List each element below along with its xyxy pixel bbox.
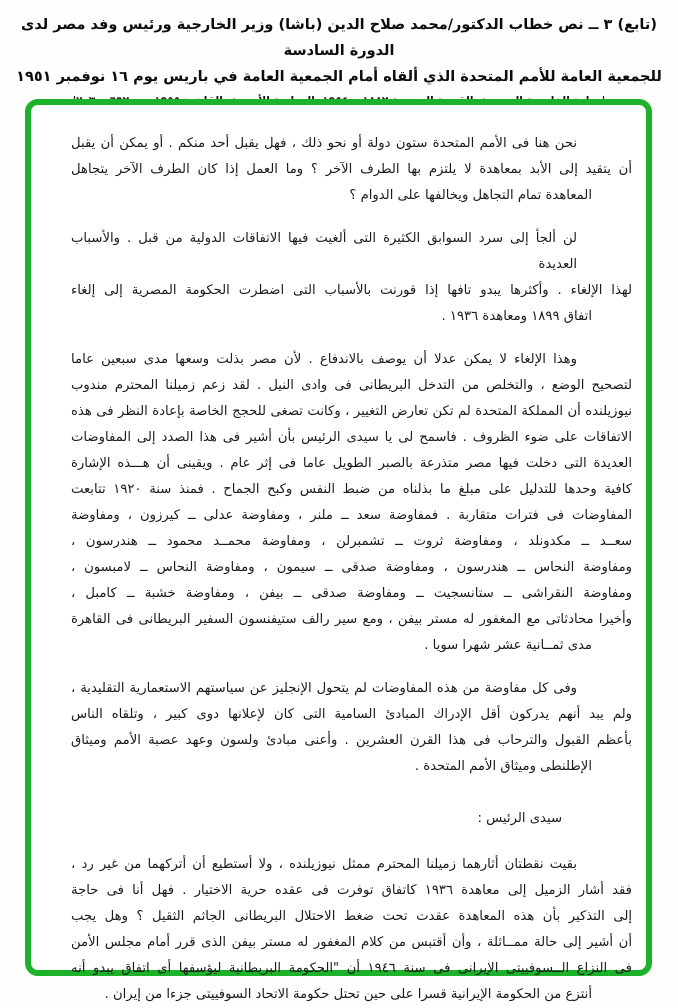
text-line: بأعظم القبول والترحاب فى هذا القرن العشرين . وأعنى مبادئ ولسون وعهد عصبة الأمم وميثاق [71,733,632,748]
text-line: سيدى الرئيس : [477,811,562,826]
document-body [31,105,646,1008]
highlight-frame [25,99,652,1002]
text-line: لتصحيح الوضع ، والتخلص من التدخل البريطانى فى وادى النيل . لقد زعم زميلنا المحترم مندوب [71,378,632,393]
salutation [71,806,632,832]
paragraph-1 [71,131,632,209]
text-line: اتفاق ١٨٩٩ ومعاهدة ١٩٣٦ . [441,309,592,324]
text-line: مدى ثمــانية عشر شهرا سويا . [424,638,592,653]
text-line: بقيت نقطتان أثارهما زميلنا المحترم ممثل نيوزيلنده ، ولا أستطيع أن أتركهما من غير رد ، [71,857,577,872]
text-line: ومفاوضة النقراشى ــ ستانسجيت ــ ومفاوضة صدقى ــ بيفن ، ومفاوضة خشبة ــ كامبل ، [71,586,632,601]
text-line: فى النزاع الــسوفييتى الإيرانى فى سنة ١٩٤٦ أن "الحكومة البريطانية ليؤسفها أى اتفاق يبدو أنه [71,961,632,976]
text-line: سعــد ــ مكدونلد ، ومفاوضة ثروت ــ تشمبرلن ، ومفاوضة محمــد محمود ــ هندرسون ، [71,534,632,549]
text-line: نحن هنا فى الأمم المتحدة ستون دولة أو نحو ذلك ، فهل يقبل أحد منكم . أو يمكن أن يقبل [71,136,577,151]
text-line: العديدة التى دخلت فيها مصر متذرعة بالصبر الطويل عاما فى إثر عام . ويقينى أن هـــذه الإشارة [71,456,632,471]
text-line: ولم يبد أنهم يدركون أقل الإدراك المبادئ السامية التى كان لإعلانها دوى كبير ، وتلقاه الناس [71,707,632,722]
text-line: ومفاوضة النحاس ــ هندرسون ، ومفاوضة صدقى ــ سيمون ، ومفاوضة النحاس ــ لامبسون ، [71,560,632,575]
text-line: أنتزع من الحكومة الإيرانية قسرا على حين تحتل حكومة الاتحاد السوفييتى جزءا من إيران . [104,987,592,1002]
document-header [0,0,678,110]
paragraph-6 [71,852,632,1008]
text-line: الاتفاقات على ضوء الظروف . فاسمح لى يا سيدى الرئيس بأن أشير فى هذا الصدد إلى المفاوضات [71,430,632,445]
text-line: كافية وحدها للتدليل على مبلغ ما بذلناه من ضبط النفس وكبح الجماح . فمنذ سنة ١٩٢٠ تتابعت [71,482,632,497]
text-line: نيوزيلنده أن المملكة المتحدة لم تكن تعارض التغيير ، وكانت تصغى للحجج الخاصة بإعادة النظر فى هذه [71,404,632,419]
text-line: لهذا الإلغاء . وأكثرها يبدو تافها إذا قورنت بالأسباب التى اضطرت الحكومة المصرية إلى إلغاء [71,283,632,298]
text-line: أن يتقيد إلى الأبد بمعاهدة لا يلتزم بها الطرف الآخر ؟ وما العمل إذا كان الطرف الآخر يتجاهل [71,162,632,177]
text-line: الإطلنطى وميثاق الأمم المتحدة . [414,759,592,774]
paragraph-3 [71,347,632,659]
text-line: وهذا الإلغاء لا يمكن عدلا أن يوصف بالاندفاع . لأن مصر بذلت وسعها مدى سبعين عاما [71,352,577,367]
text-line: لن ألجأ إلى سرد السوابق الكثيرة التى ألغيت فيها الاتفاقات الدولية من قبل . والأسباب العديدة [71,231,577,272]
document-title-line-2: للجمعية العامة للأمم المتحدة الذي ألقاه أمام الجمعية العامة في باريس يوم ١٦ نوفمبر ١٩٥١ [16,69,662,86]
paragraph-4 [71,676,632,780]
text-line: إلى التذكير بأن هذه المعاهدة عقدت تحت ضغط الاحتلال البريطانى الجاثم الثقيل ؟ وهل يجب [71,909,632,924]
text-line: المفاوضات فى فترات متقاربة . فمفاوضة سعد ــ ملنر ، ومفاوضة عدلى ــ كيرزون ، ومفاوضة [71,508,632,523]
text-line: أن أشير إلى حالة ممــاثلة ، وأن أقتبس من كلام المغفور له مستر بيفن الذى قرر أمام مجلس الأمن [71,935,632,950]
document-title-line-1: (تابع) ٣ ــ نص خطاب الدكتور/محمد صلاح الدين (باشا) وزير الخارجية ورئيس وفد مصر لدى الدورة السادسة [21,17,657,60]
paragraph-2 [71,226,632,330]
text-line: المعاهدة تمام التجاهل ويخالفها على الدوام ؟ [349,188,592,203]
text-line: فقد أشار الزميل إلى معاهدة ١٩٣٦ كاتفاق توفرت فى عقده حرية الاختيار . فهل أنا فى حاجة [71,883,632,898]
text-line: وفى كل مفاوضة من هذه المفاوضات لم يتحول الإنجليز عن سياستهم الاستعمارية التقليدية ، [71,681,577,696]
text-line: وأخيرا محادثاتى مع المغفور له مستر بيفن ، ومع سير رالف ستيفنسون السفير البريطانى فى القاهرة [71,612,632,627]
